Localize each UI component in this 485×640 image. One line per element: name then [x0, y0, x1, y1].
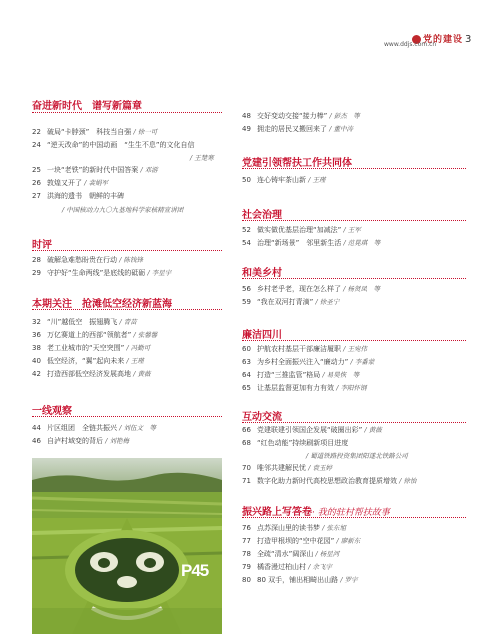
page-number: 3	[465, 34, 472, 45]
toc-entry[interactable]	[32, 331, 157, 340]
entry-author: / 易昊恢 等	[322, 371, 360, 379]
entry-page: 24	[32, 141, 41, 149]
entry-author: / 董中涛	[329, 125, 353, 133]
toc-entry[interactable]	[242, 239, 380, 248]
toc-entry[interactable]	[242, 439, 348, 448]
entry-author: / 裴娟军	[84, 179, 108, 187]
toc-entry[interactable]	[242, 298, 339, 307]
entry-author: / 杨星河	[315, 550, 340, 558]
toc-entry[interactable]	[32, 357, 144, 366]
cover-photo-rice-field-art[interactable]	[32, 458, 222, 634]
entry-author: / 黄薇	[133, 370, 151, 378]
entry-title: 拥走的居民又搬回来了	[257, 125, 327, 133]
section-title: 互动交流	[242, 412, 282, 423]
entry-page: 50	[242, 176, 251, 184]
entry-page: 27	[32, 192, 41, 200]
section-title	[242, 503, 390, 518]
toc-entry[interactable]	[242, 176, 326, 185]
entry-author: / 冯勤可	[126, 344, 151, 352]
entry-author: / 余飞宇	[308, 563, 332, 571]
toc-entry[interactable]	[242, 426, 382, 435]
entry-title: 乡村老乎老，现在怎么样了	[257, 285, 341, 293]
entry-title: 连心铸牢茶山新	[257, 176, 306, 184]
entry-title: 党建联建引领国企发展“破圈出彩”	[257, 426, 363, 434]
entry-page: 49	[242, 125, 251, 133]
entry-page: 60	[242, 345, 251, 353]
entry-page: 25	[32, 166, 41, 174]
section-title: 时评	[32, 240, 52, 251]
entry-author: / 张馨馨	[133, 331, 158, 339]
entry-page: 77	[242, 537, 251, 545]
entry-author: / 青苗	[119, 318, 137, 326]
entry-title: 治理“新场景” 邻里新生活	[257, 239, 342, 247]
entry-title: 橘香漫过柏山村	[257, 563, 306, 571]
entry-title: “红色动能”持续刷新项目进度	[257, 439, 349, 447]
entry-page: 59	[242, 298, 251, 306]
entry-page: 32	[32, 318, 41, 326]
entry-author-continued: / 中国核动力九〇九基地科学家核精宣讲团	[62, 206, 184, 214]
entry-page: 42	[32, 370, 41, 378]
entry-title: 破解急难愁盼贵在行动	[47, 256, 117, 264]
entry-page: 63	[242, 358, 251, 366]
section-subtitle: · 我的驻村帮扶故事	[312, 508, 390, 518]
entry-page: 46	[32, 437, 41, 445]
section-rule	[242, 422, 466, 423]
entry-title: 万亿赛道上的西部“领航者”	[47, 331, 132, 339]
entry-page: 29	[32, 269, 41, 277]
entry-title: 打造“三推监管”格局	[257, 371, 321, 379]
entry-title: 80 双手，铺出相畸出山路	[257, 576, 339, 584]
entry-title: 老工业城市的“天空突围”	[47, 344, 125, 352]
section-title-main: 振兴路上写答卷	[242, 507, 312, 518]
toc-entry[interactable]	[32, 344, 150, 353]
entry-author: / 徐圣宁	[315, 298, 340, 306]
entry-author: / 罗宇	[340, 576, 358, 584]
section-rule	[242, 340, 466, 341]
toc-entry[interactable]	[32, 370, 151, 379]
entry-author: / 邓游	[140, 166, 158, 174]
section-title: 一线观察	[32, 406, 72, 417]
toc-entry[interactable]	[242, 345, 367, 354]
entry-title: 一块“老铁”的新时代中国答案	[47, 166, 139, 174]
entry-title: 片区组团 全链共振兴	[47, 424, 117, 432]
entry-page: 66	[242, 426, 251, 434]
toc-entry[interactable]	[242, 477, 417, 486]
entry-title: “川”越低空 振翅腾飞	[47, 318, 118, 326]
entry-title: 低空经济，“翼”起向未来	[47, 357, 125, 365]
rice-field-illustration	[32, 458, 222, 634]
toc-entry[interactable]	[242, 371, 359, 380]
entry-title: “逆天改命”的中国动画 “生生不息”的文化自信	[47, 141, 195, 149]
entry-page: 71	[242, 477, 251, 485]
entry-page: 56	[242, 285, 251, 293]
entry-title: 全疏“清水”阔深山	[257, 550, 314, 558]
toc-entry[interactable]	[32, 269, 171, 278]
entry-page: 48	[242, 112, 251, 120]
entry-page: 64	[242, 371, 251, 379]
entry-author: / 杨贤凤 等	[343, 285, 380, 293]
section-rule	[32, 416, 222, 417]
section-rule	[32, 112, 222, 113]
entry-title: 打造甲根坝的“空中花园”	[257, 537, 335, 545]
entry-author: / 袁玉婷	[308, 464, 332, 472]
entry-author: / 彭杰 等	[329, 112, 360, 120]
entry-title: 敦煌又开了	[47, 179, 82, 187]
entry-page: 38	[32, 344, 41, 352]
section-rule	[242, 517, 466, 518]
entry-page: 40	[32, 357, 41, 365]
entry-title: 让基层监督更加有力有效	[257, 384, 334, 392]
entry-author: / 王宛伟	[343, 345, 367, 353]
entry-page: 26	[32, 179, 41, 187]
entry-author: / 刘伍文 等	[119, 424, 156, 432]
entry-author: / 徐一可	[133, 128, 158, 136]
toc-entry[interactable]	[242, 384, 367, 393]
entry-author: / 李阳怀钢	[336, 384, 367, 392]
section-title: 社会治理	[242, 210, 282, 221]
logo-text: 党的建设	[423, 35, 464, 45]
section-title: 奋进新时代 谱写新篇章	[32, 101, 142, 112]
entry-page: 79	[242, 563, 251, 571]
site-url: www.ddjs.com.cn	[384, 41, 437, 48]
entry-title: 打造西部低空经济发展高地	[47, 370, 131, 378]
photo-page-label: P45	[181, 561, 209, 580]
entry-title: 守护好“生命两线”是底线的砥砺	[47, 269, 146, 277]
entry-author: / 徐怡	[399, 477, 417, 485]
entry-page: 68	[242, 439, 251, 447]
toc-entry[interactable]	[242, 563, 332, 572]
entry-title: “我在双河打青滴”	[257, 298, 314, 306]
entry-page: 65	[242, 384, 251, 392]
toc-entry[interactable]	[32, 318, 137, 327]
toc-entry[interactable]	[32, 256, 143, 265]
toc-entry[interactable]	[242, 285, 380, 294]
entry-author: / 刘艳梅	[105, 437, 129, 445]
section-rule	[242, 220, 466, 221]
entry-title: 洪海的遗书 朝鲜的丰碑	[47, 192, 124, 200]
entry-page: 36	[32, 331, 41, 339]
entry-page: 44	[32, 424, 41, 432]
entry-author: / 黄薇	[364, 426, 382, 434]
page-header	[0, 0, 485, 50]
entry-page: 52	[242, 226, 251, 234]
section-title: 本期关注 抢滩低空经济新蓝海	[32, 299, 172, 310]
entry-author: / 王瑾	[308, 176, 326, 184]
entry-page: 78	[242, 550, 251, 558]
entry-title: 破局“卡脖颈” 科技当自强	[47, 128, 132, 136]
entry-page: 70	[242, 464, 251, 472]
toc-entry[interactable]	[242, 358, 374, 367]
toc-entry[interactable]	[242, 550, 339, 559]
toc-entry[interactable]	[242, 112, 360, 121]
entry-page: 80	[242, 576, 251, 584]
toc-entry[interactable]	[32, 128, 157, 137]
section-rule	[242, 278, 466, 279]
entry-page: 22	[32, 128, 41, 136]
entry-title: 护航农村基层干部廉洁履职	[257, 345, 341, 353]
entry-title: 做实做优基层治理“加减法”	[257, 226, 342, 234]
entry-author: / 张东旭	[322, 524, 346, 532]
entry-title: 为乡村全面振兴注入“廉动力”	[257, 358, 349, 366]
section-title: 和美乡村	[242, 268, 282, 279]
entry-author: / 廖新东	[336, 537, 361, 545]
toc-entry[interactable]	[32, 192, 124, 201]
section-title: 党建引领帮扶工作共同体	[242, 158, 352, 169]
entry-page: 76	[242, 524, 251, 532]
entry-author: / 陈钱锋	[119, 256, 143, 264]
entry-author: / 王瑾	[126, 357, 144, 365]
entry-title: 点苏深山里的读书梦	[257, 524, 320, 532]
toc-entry[interactable]	[242, 464, 332, 473]
section-rule	[242, 168, 466, 169]
entry-title: 唯邻共建解民忧	[257, 464, 306, 472]
toc-entry[interactable]	[32, 424, 156, 433]
toc-entry[interactable]	[242, 125, 353, 134]
toc-entry[interactable]	[32, 141, 195, 150]
toc-entry[interactable]	[32, 166, 158, 175]
toc-entry[interactable]	[32, 179, 108, 188]
entry-author: / 李番蒙	[350, 358, 375, 366]
toc-entry[interactable]	[242, 576, 358, 585]
entry-title: 数字化助力新时代高校思想政治教育提质增效	[257, 477, 397, 485]
entry-author: / 范晃琪 等	[343, 239, 381, 247]
entry-author-continued: / 蜀道铁路投资集团阳遂北铁路公司	[306, 452, 408, 460]
section-rule	[32, 250, 222, 251]
entry-author: / 王军	[343, 226, 361, 234]
entry-author: / 李星宇	[147, 269, 172, 277]
toc-entry[interactable]	[242, 524, 346, 533]
toc-entry[interactable]	[32, 437, 129, 446]
section-title: 廉洁四川	[242, 330, 282, 341]
toc-entry[interactable]	[242, 537, 360, 546]
entry-author-continued: / 王楚寒	[190, 154, 214, 162]
entry-page: 28	[32, 256, 41, 264]
entry-page: 54	[242, 239, 251, 247]
entry-title: 自泸村域变的背后	[47, 437, 103, 445]
toc-entry[interactable]	[242, 226, 361, 235]
entry-title: 交好变动交接“接力棒”	[257, 112, 328, 120]
section-rule	[32, 309, 222, 310]
